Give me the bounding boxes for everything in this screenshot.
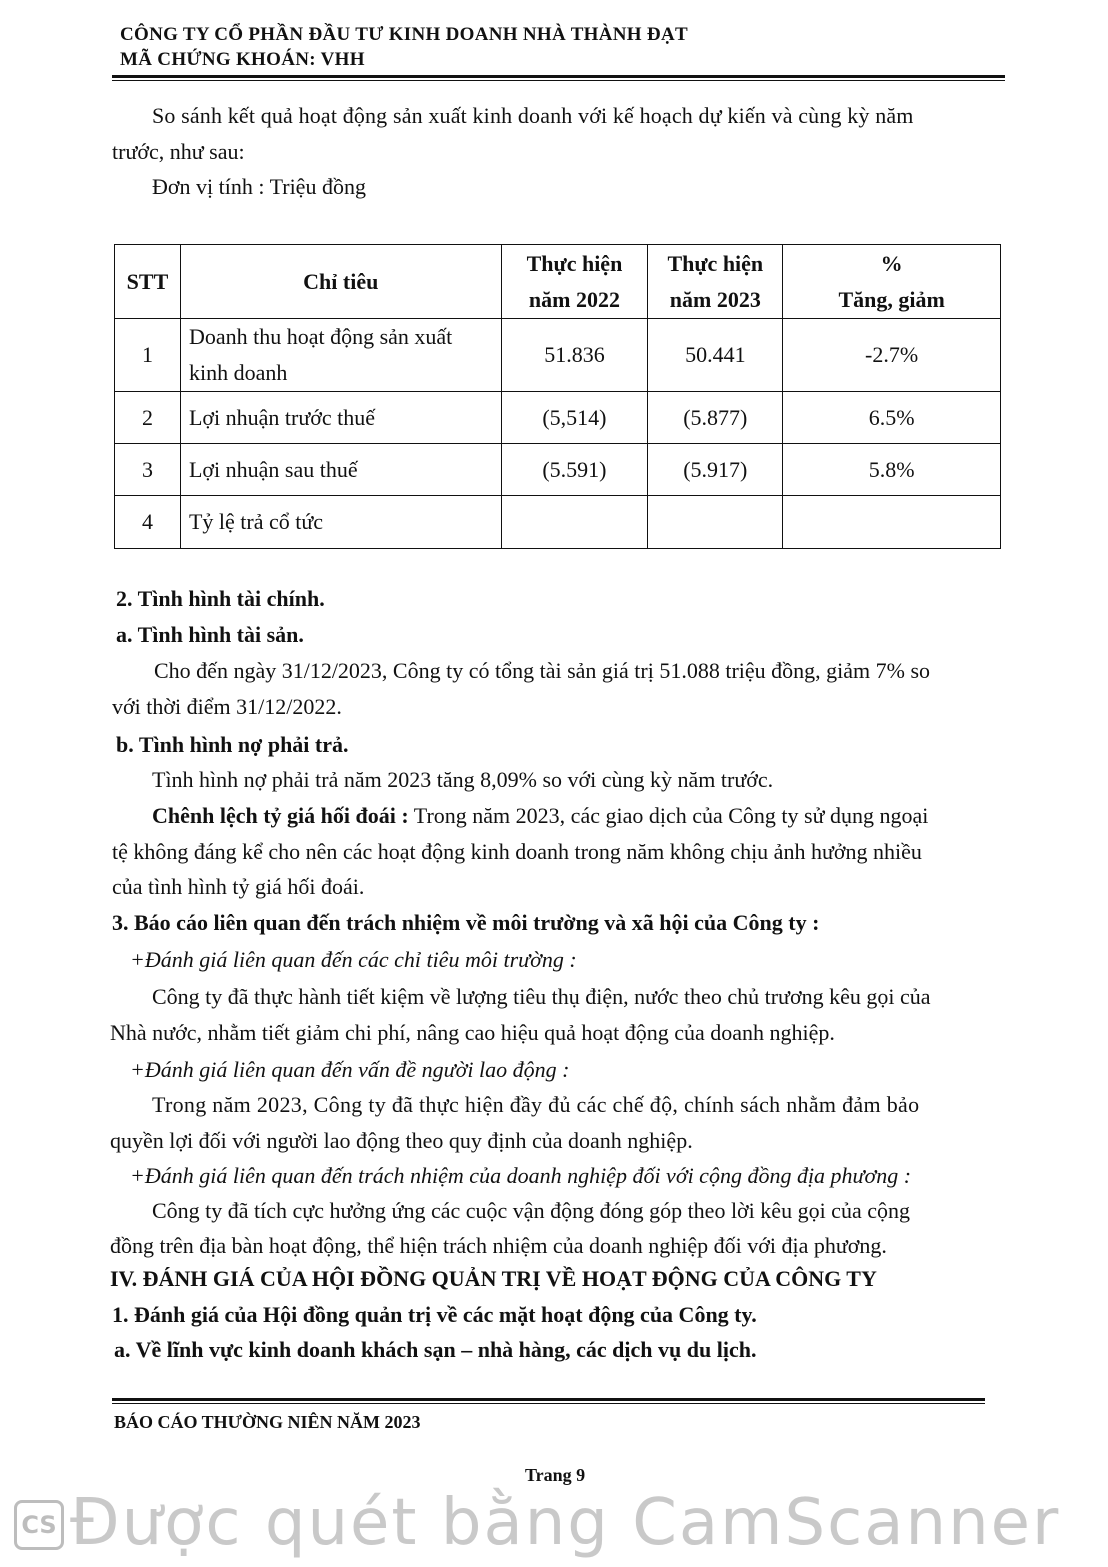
unit-line: Đơn vị tính : Triệu đồng bbox=[152, 174, 366, 199]
env-title: +Đánh giá liên quan đến các chỉ tiêu môi trường : bbox=[130, 947, 577, 972]
row-stt: 2 bbox=[115, 392, 181, 444]
env-line-1: Công ty đã thực hành tiết kiệm về lượng tiêu thụ điện, nước theo chủ trương kêu gọi của bbox=[152, 984, 931, 1009]
row-name-line1: Doanh thu hoạt động sản xuất bbox=[188, 324, 453, 349]
table-row bbox=[115, 496, 1001, 549]
row-name bbox=[180, 319, 501, 392]
liabilities-line-1: Tình hình nợ phải trả năm 2023 tăng 8,09% so với cùng kỳ năm trước. bbox=[152, 767, 774, 792]
scanner-watermark: Được quét bằng CamScanner bbox=[70, 1486, 1061, 1560]
row-value-2023: (5.877) bbox=[648, 392, 783, 444]
row-name-line2: kinh doanh bbox=[188, 360, 288, 385]
community-title: +Đánh giá liên quan đến trách nhiệm của doanh nghiệp đối với cộng đồng địa phương : bbox=[130, 1163, 912, 1188]
company-name: CÔNG TY CỔ PHẦN ĐẦU TƯ KINH DOANH NHÀ THÀNH ĐẠT bbox=[120, 24, 688, 45]
row-percent: -2.7% bbox=[783, 319, 1001, 392]
row-stt: 3 bbox=[115, 444, 181, 496]
row-value-2022: 51.836 bbox=[501, 319, 648, 392]
header-rule-thin bbox=[112, 80, 1005, 81]
section-2b-title: b. Tình hình nợ phải trả. bbox=[116, 732, 349, 757]
header-chi-tieu: Chỉ tiêu bbox=[180, 245, 501, 319]
community-line-2: đồng trên địa bàn hoạt động, thể hiện trách nhiệm của doanh nghiệp đối với địa phương. bbox=[110, 1233, 887, 1258]
footer-rule-thick bbox=[112, 1398, 985, 1401]
assets-line-1: Cho đến ngày 31/12/2023, Công ty có tổng tài sản giá trị 51.088 triệu đồng, giảm 7% so bbox=[154, 658, 931, 683]
section-4-1a-title: a. Về lĩnh vực kinh doanh khách sạn – nhà hàng, các dịch vụ du lịch. bbox=[114, 1337, 757, 1362]
intro-line-1: So sánh kết quả hoạt động sản xuất kinh doanh với kế hoạch dự kiến và cùng kỳ năm bbox=[152, 103, 914, 128]
table-row bbox=[115, 319, 1001, 392]
results-table bbox=[114, 244, 1001, 549]
section-2-title: 2. Tình hình tài chính. bbox=[116, 586, 325, 611]
fx-line-1 bbox=[152, 804, 928, 828]
footer-rule-thin bbox=[112, 1403, 985, 1404]
row-percent: 5.8% bbox=[783, 444, 1001, 496]
footer-report-title: BÁO CÁO THƯỜNG NIÊN NĂM 2023 bbox=[114, 1412, 421, 1432]
labor-line-2: quyền lợi đối với người lao động theo quy định của doanh nghiệp. bbox=[110, 1128, 693, 1153]
section-4-title: IV. ĐÁNH GIÁ CỦA HỘI ĐỒNG QUẢN TRỊ VỀ HOẠT ĐỘNG CỦA CÔNG TY bbox=[110, 1266, 877, 1291]
row-percent: 6.5% bbox=[783, 392, 1001, 444]
row-name: Tỷ lệ trả cổ tức bbox=[180, 496, 501, 549]
labor-title: +Đánh giá liên quan đến vấn đề người lao động : bbox=[130, 1057, 570, 1082]
assets-line-2: với thời điểm 31/12/2022. bbox=[112, 694, 342, 719]
header-percent-line2: Tăng, giảm bbox=[838, 286, 945, 312]
header-th-2022 bbox=[501, 245, 648, 319]
row-percent bbox=[783, 496, 1001, 549]
row-value-2023: (5.917) bbox=[648, 444, 783, 496]
section-2a-title: a. Tình hình tài sản. bbox=[116, 622, 304, 647]
row-value-2022: (5.591) bbox=[501, 444, 648, 496]
row-stt: 4 bbox=[115, 496, 181, 549]
row-value-2023: 50.441 bbox=[648, 319, 783, 392]
fx-line-2: tệ không đáng kể cho nên các hoạt động kinh doanh trong năm không chịu ảnh hưởng nhiều bbox=[112, 839, 922, 864]
header-rule-thick bbox=[112, 75, 1005, 78]
header-th-2023-line2: năm 2023 bbox=[669, 286, 761, 312]
table-row bbox=[115, 392, 1001, 444]
table-row bbox=[115, 444, 1001, 496]
header-th-2022-line2: năm 2022 bbox=[528, 286, 620, 312]
header-percent bbox=[783, 245, 1001, 319]
row-stt: 1 bbox=[115, 319, 181, 392]
intro-line-2: trước, như sau: bbox=[112, 139, 245, 164]
labor-line-1: Trong năm 2023, Công ty đã thực hiện đầy đủ các chế độ, chính sách nhằm đảm bảo bbox=[152, 1092, 920, 1117]
row-name: Lợi nhuận trước thuế bbox=[180, 392, 501, 444]
fx-line-3: của tình hình tỷ giá hối đoái. bbox=[112, 874, 365, 899]
section-4-1-title: 1. Đánh giá của Hội đồng quản trị về các mặt hoạt động của Công ty. bbox=[112, 1302, 757, 1327]
row-name: Lợi nhuận sau thuế bbox=[180, 444, 501, 496]
header-percent-line1: % bbox=[880, 250, 903, 276]
page-number: Trang 9 bbox=[525, 1465, 586, 1485]
row-value-2022 bbox=[501, 496, 648, 549]
fx-label: Chênh lệch tỷ giá hối đoái : bbox=[152, 803, 409, 828]
fx-text: Trong năm 2023, các giao dịch của Công ty sử dụng ngoại bbox=[408, 803, 929, 828]
header-stt: STT bbox=[115, 245, 181, 319]
header-th-2022-line1: Thực hiện bbox=[526, 250, 623, 276]
row-value-2023 bbox=[648, 496, 783, 549]
camscanner-logo-icon: CS bbox=[14, 1500, 64, 1550]
stock-ticker: MÃ CHỨNG KHOÁN: VHH bbox=[120, 49, 365, 70]
env-line-2: Nhà nước, nhằm tiết giảm chi phí, nâng cao hiệu quả hoạt động của doanh nghiệp. bbox=[110, 1020, 835, 1045]
row-value-2022: (5,514) bbox=[501, 392, 648, 444]
section-3-title: 3. Báo cáo liên quan đến trách nhiệm về môi trường và xã hội của Công ty : bbox=[112, 910, 820, 935]
community-line-1: Công ty đã tích cực hưởng ứng các cuộc vận động đóng góp theo lời kêu gọi của cộng bbox=[152, 1198, 910, 1223]
header-th-2023-line1: Thực hiện bbox=[667, 250, 764, 276]
header-th-2023 bbox=[648, 245, 783, 319]
table-header-row bbox=[115, 245, 1001, 319]
